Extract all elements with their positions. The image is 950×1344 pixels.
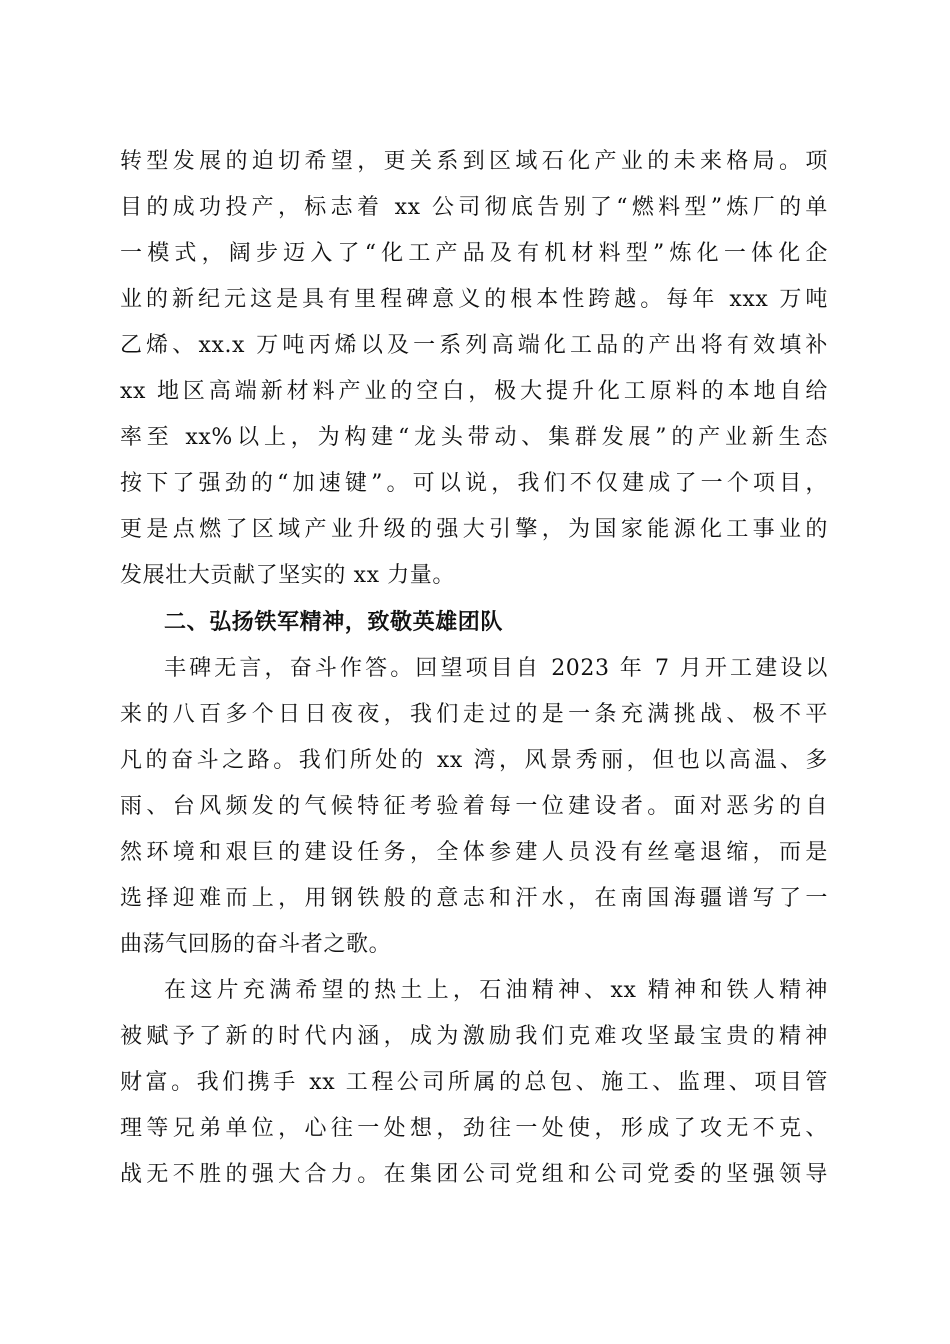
paragraph-line: 被赋予了新的时代内涵，成为激励我们克难攻坚最宝贵的精神 [120, 1024, 828, 1049]
paragraph-line: 理等兄弟单位，心往一处想，劲往一处使，形成了攻无不克、 [120, 1116, 828, 1141]
document-body [120, 139, 828, 1198]
paragraph-line: 发展壮大贡献了坚实的 xx 力量。 [120, 563, 456, 588]
paragraph-line: 按下了强劲的“加速键”。可以说，我们不仅建成了一个项目， [120, 471, 828, 496]
paragraph-line: 选择迎难而上，用钢铁般的意志和汗水，在南国海疆谱写了一 [120, 886, 828, 911]
paragraph-line: 在这片充满希望的热土上，石油精神、xx 精神和铁人精神 [164, 978, 828, 1003]
paragraph-1 [120, 139, 828, 599]
paragraph-line: 业的新纪元这是具有里程碑意义的根本性跨越。每年 xxx 万吨 [120, 287, 828, 312]
paragraph-line: 目的成功投产，标志着 xx 公司彻底告别了“燃料型”炼厂的单 [120, 195, 828, 220]
paragraph-line: 来的八百多个日日夜夜，我们走过的是一条充满挑战、极不平 [120, 702, 828, 727]
paragraph-line: 凡的奋斗之路。我们所处的 xx 湾，风景秀丽，但也以高温、多 [120, 748, 828, 773]
paragraph-line: xx 地区高端新材料产业的空白，极大提升化工原料的本地自给 [120, 379, 828, 404]
paragraph-line: 战无不胜的强大合力。在集团公司党组和公司党委的坚强领导 [120, 1162, 828, 1187]
section-heading: 二、弘扬铁军精神，致敬英雄团队 [164, 610, 504, 635]
paragraph-3 [120, 968, 828, 1198]
paragraph-line: 然环境和艰巨的建设任务，全体参建人员没有丝毫退缩，而是 [120, 840, 828, 865]
paragraph-line: 转型发展的迫切希望，更关系到区域石化产业的未来格局。项 [120, 149, 828, 174]
paragraph-line: 曲荡气回肠的奋斗者之歌。 [120, 932, 392, 957]
paragraph-line: 雨、台风频发的气候特征考验着每一位建设者。面对恶劣的自 [120, 794, 828, 819]
paragraph-line: 财富。我们携手 xx 工程公司所属的总包、施工、监理、项目管 [120, 1070, 828, 1095]
paragraph-line: 一模式，阔步迈入了“化工产品及有机材料型”炼化一体化企 [120, 241, 828, 266]
paragraph-line: 率至 xx%以上，为构建“龙头带动、集群发展”的产业新生态 [120, 425, 828, 450]
paragraph-line: 更是点燃了区域产业升级的强大引擎，为国家能源化工事业的 [120, 517, 828, 542]
paragraph-line: 丰碑无言，奋斗作答。回望项目自 2023 年 7 月开工建设以 [164, 656, 828, 681]
paragraph-2 [120, 646, 828, 968]
paragraph-line: 乙烯、xx.x 万吨丙烯以及一系列高端化工品的产出将有效填补 [120, 333, 828, 358]
